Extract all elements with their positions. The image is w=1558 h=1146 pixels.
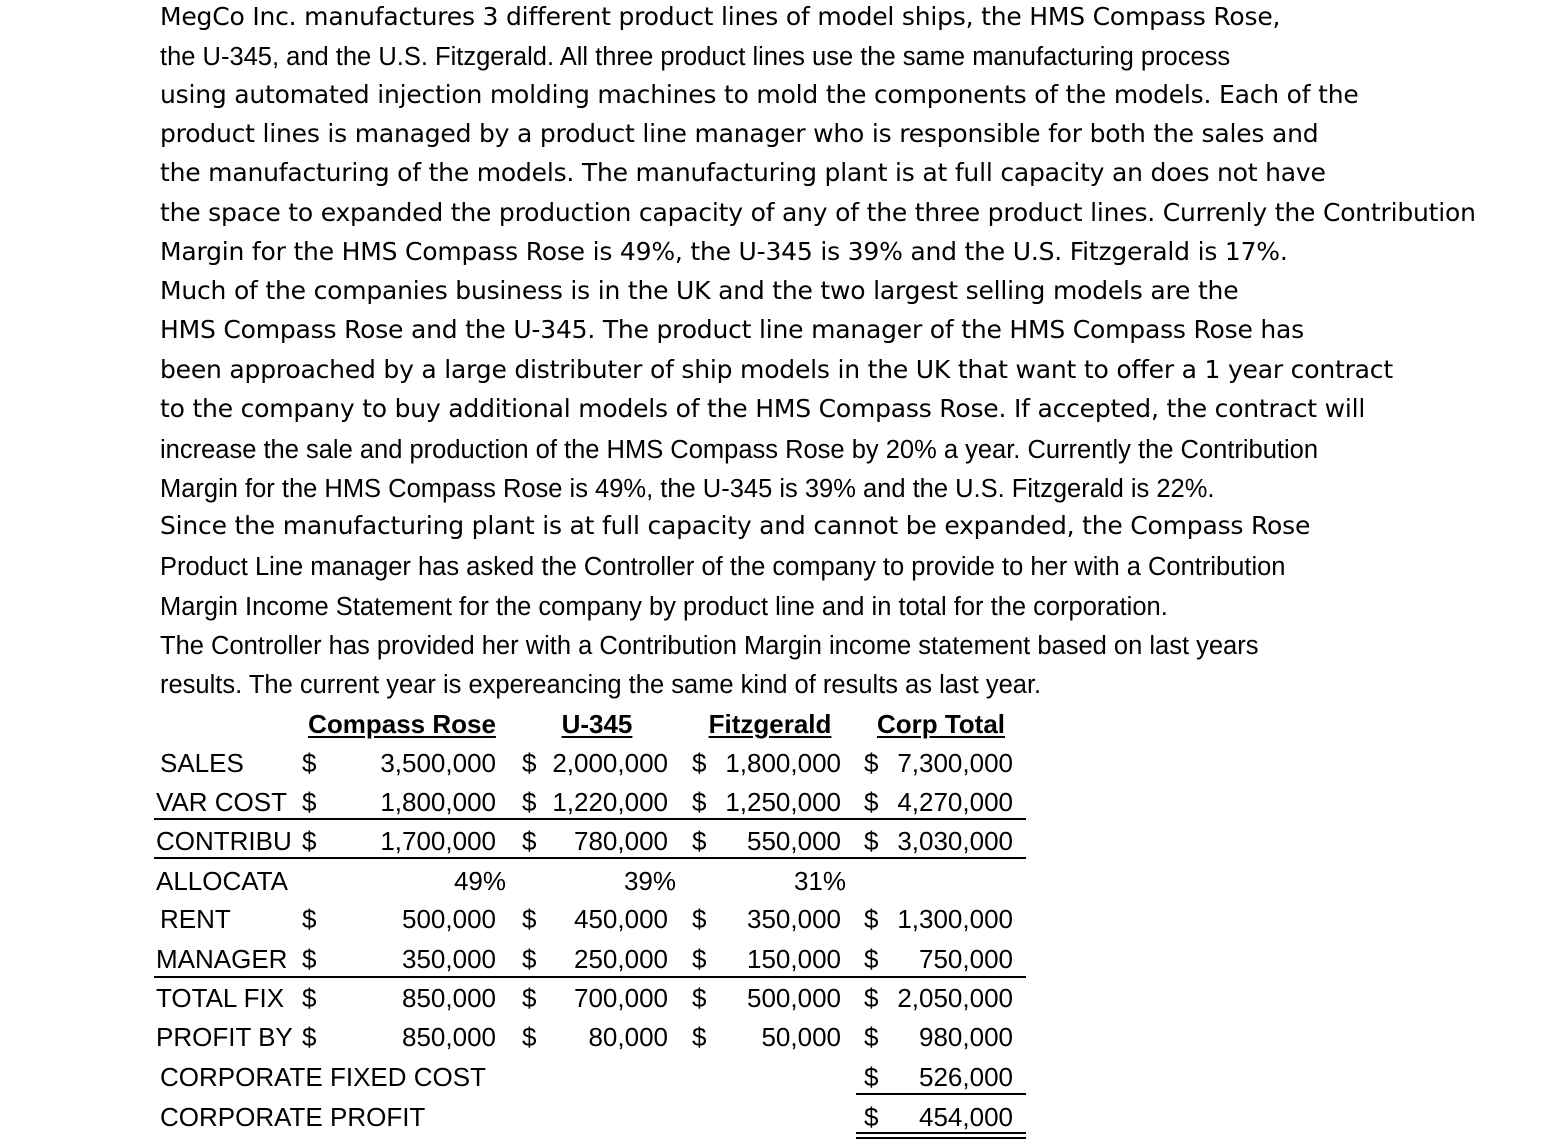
dollar-sign: $	[522, 983, 537, 1013]
paragraph-line: increase the sale and production of the HMS Compass Rose by 20% a year. Currently the Contribution	[160, 436, 1319, 464]
corporate-profit-value: 454,000	[919, 1102, 1013, 1132]
paragraph-line: results. The current year is expereancing the same kind of results as last year.	[160, 671, 1042, 699]
column-header-fitzgerald: Fitzgerald	[708, 709, 832, 739]
paragraph-line: been approached by a large distributer of ship models in the UK that want to offer a 1 year contract	[160, 355, 1393, 384]
dollar-sign: $	[692, 983, 707, 1013]
paragraph-line: Margin Income Statement for the company by product line and in total for the corporation.	[160, 593, 1168, 621]
double-underline	[856, 1137, 1026, 1139]
dollar-sign: $	[864, 904, 879, 934]
corporate-fixed-cost-value: 526,000	[919, 1062, 1013, 1092]
row-label: RENT	[160, 904, 231, 934]
row-divider	[154, 818, 1026, 820]
paragraph-line: the space to expanded the production capacity of any of the three product lines. Currenly the Contribution	[160, 198, 1476, 227]
dollar-sign: $	[522, 944, 537, 974]
dollar-sign: $	[692, 904, 707, 934]
amount-cell: 1,300,000	[897, 904, 1013, 934]
amount-cell: 850,000	[402, 1022, 496, 1052]
amount-cell: 500,000	[747, 983, 841, 1013]
amount-cell: 750,000	[919, 944, 1013, 974]
amount-cell: 4,270,000	[897, 787, 1013, 817]
amount-cell: 2,050,000	[897, 983, 1013, 1013]
amount-cell: 50,000	[761, 1022, 841, 1052]
amount-cell: 350,000	[747, 904, 841, 934]
row-divider	[856, 1093, 1026, 1095]
dollar-sign: $	[692, 1022, 707, 1052]
amount-cell: 980,000	[919, 1022, 1013, 1052]
row-divider	[154, 857, 1026, 859]
column-header-corp-total: Corp Total	[876, 709, 1006, 739]
amount-cell: 1,700,000	[380, 826, 496, 856]
amount-cell: 3,030,000	[897, 826, 1013, 856]
corporate-profit-dollar: $	[864, 1102, 879, 1132]
paragraph-line: using automated injection molding machines to mold the components of the models. Each of the	[160, 80, 1359, 109]
dollar-sign: $	[522, 904, 537, 934]
dollar-sign: $	[864, 944, 879, 974]
dollar-sign: $	[522, 1022, 537, 1052]
row-divider	[154, 976, 1026, 978]
allocation-percent: 39%	[623, 866, 677, 896]
row-label: MANAGER	[156, 944, 288, 974]
dollar-sign: $	[864, 1022, 879, 1052]
paragraph-line: Margin for the HMS Compass Rose is 49%, the U-345 is 39% and the U.S. Fitzgerald is 22%.	[160, 475, 1215, 503]
paragraph-line: MegCo Inc. manufactures 3 different product lines of model ships, the HMS Compass Rose,	[160, 2, 1281, 31]
dollar-sign: $	[864, 787, 879, 817]
dollar-sign: $	[302, 904, 317, 934]
amount-cell: 150,000	[747, 944, 841, 974]
corporate-fixed-cost-dollar: $	[864, 1062, 879, 1092]
dollar-sign: $	[522, 748, 537, 778]
amount-cell: 780,000	[574, 826, 668, 856]
dollar-sign: $	[692, 826, 707, 856]
row-label: ALLOCATA	[156, 866, 288, 896]
corporate-profit-label: CORPORATE PROFIT	[160, 1102, 426, 1132]
row-label: TOTAL FIX	[156, 983, 285, 1013]
dollar-sign: $	[522, 826, 537, 856]
row-label: SALES	[160, 748, 244, 778]
row-label: CONTRIBU	[156, 826, 292, 856]
amount-cell: 1,800,000	[725, 748, 841, 778]
corporate-fixed-cost-label: CORPORATE FIXED COST	[160, 1062, 486, 1092]
amount-cell: 250,000	[574, 944, 668, 974]
dollar-sign: $	[302, 983, 317, 1013]
paragraph-line: the U-345, and the U.S. Fitzgerald. All three product lines use the same manufacturing process	[160, 43, 1231, 71]
paragraph-line: HMS Compass Rose and the U-345. The product line manager of the HMS Compass Rose has	[160, 315, 1304, 344]
amount-cell: 80,000	[588, 1022, 668, 1052]
amount-cell: 350,000	[402, 944, 496, 974]
paragraph-line: the manufacturing of the models. The manufacturing plant is at full capacity an does not have	[160, 158, 1326, 187]
dollar-sign: $	[864, 748, 879, 778]
dollar-sign: $	[302, 787, 317, 817]
paragraph-line: Margin for the HMS Compass Rose is 49%, the U-345 is 39% and the U.S. Fitzgerald is 17%.	[160, 237, 1288, 266]
double-underline	[856, 1132, 1026, 1134]
paragraph-line: to the company to buy additional models of the HMS Compass Rose. If accepted, the contract will	[160, 394, 1366, 423]
amount-cell: 7,300,000	[897, 748, 1013, 778]
paragraph-line: product lines is managed by a product line manager who is responsible for both the sales and	[160, 119, 1319, 148]
dollar-sign: $	[302, 748, 317, 778]
dollar-sign: $	[692, 944, 707, 974]
paragraph-line: Product Line manager has asked the Controller of the company to provide to her with a Contribution	[160, 553, 1286, 581]
allocation-percent: 49%	[453, 866, 507, 896]
amount-cell: 1,800,000	[380, 787, 496, 817]
amount-cell: 1,220,000	[552, 787, 668, 817]
allocation-percent: 31%	[793, 866, 847, 896]
dollar-sign: $	[864, 826, 879, 856]
amount-cell: 550,000	[747, 826, 841, 856]
amount-cell: 850,000	[402, 983, 496, 1013]
dollar-sign: $	[522, 787, 537, 817]
paragraph-line: Since the manufacturing plant is at full capacity and cannot be expanded, the Compass Rose	[160, 511, 1311, 540]
paragraph-line: The Controller has provided her with a Contribution Margin income statement based on last years	[160, 632, 1259, 660]
amount-cell: 2,000,000	[552, 748, 668, 778]
amount-cell: 3,500,000	[380, 748, 496, 778]
dollar-sign: $	[692, 787, 707, 817]
row-label: VAR COST	[156, 787, 287, 817]
column-header-compass-rose: Compass Rose	[308, 709, 496, 739]
dollar-sign: $	[302, 944, 317, 974]
dollar-sign: $	[302, 826, 317, 856]
dollar-sign: $	[692, 748, 707, 778]
amount-cell: 700,000	[574, 983, 668, 1013]
amount-cell: 500,000	[402, 904, 496, 934]
dollar-sign: $	[302, 1022, 317, 1052]
paragraph-line: Much of the companies business is in the UK and the two largest selling models are the	[160, 276, 1239, 305]
amount-cell: 450,000	[574, 904, 668, 934]
column-header-u345: U-345	[561, 709, 633, 739]
dollar-sign: $	[864, 983, 879, 1013]
row-label: PROFIT BY	[156, 1022, 293, 1052]
amount-cell: 1,250,000	[725, 787, 841, 817]
